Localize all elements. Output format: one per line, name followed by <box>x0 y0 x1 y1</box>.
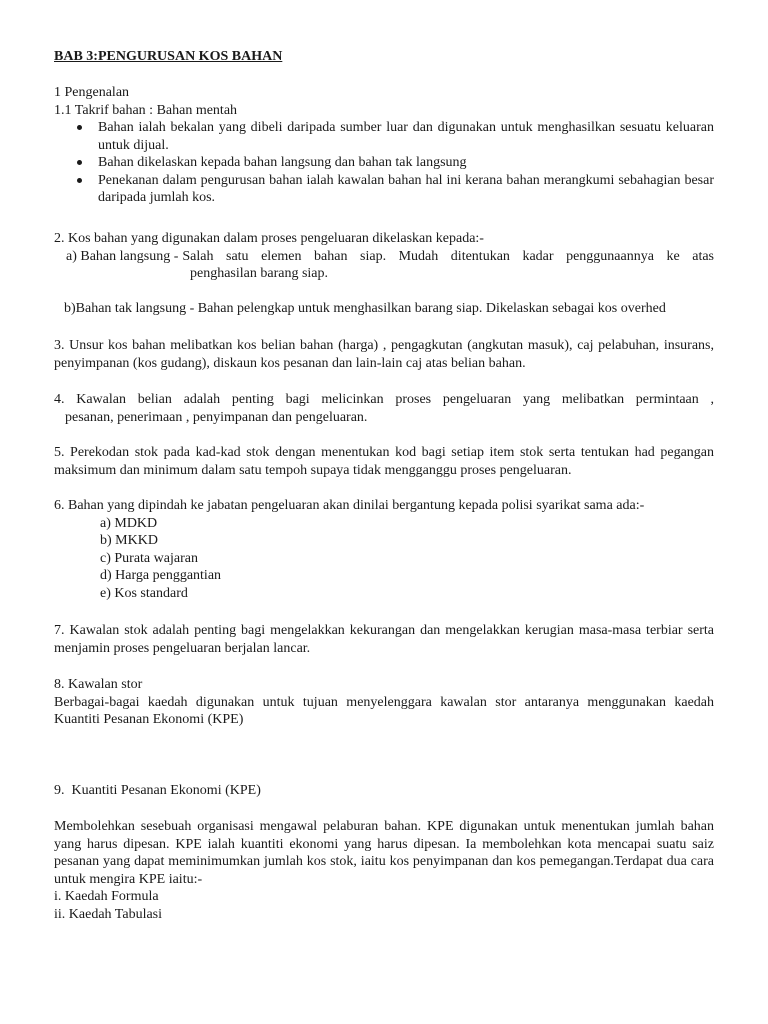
bullet-icon <box>77 125 82 130</box>
bullet-icon <box>77 160 82 165</box>
section-4-line1: 4. Kawalan belian adalah penting bagi melicinkan proses pengeluaran yang melibatkan permintaan , <box>54 392 714 407</box>
section-6 <box>54 497 714 602</box>
section-7: 7. Kawalan stok adalah penting bagi mengelakkan kekurangan dan mengelakkan kerugian masa-masa terbiar serta menjamin proses pengeluaran berjalan lancar. <box>54 623 714 656</box>
section-1-heading: 1 Pengenalan <box>54 85 130 100</box>
item-a-line2: penghasilan barang siap. <box>190 266 329 281</box>
item-bahan-langsung <box>54 248 714 266</box>
item-a-line1: Salah satu elemen bahan siap. Mudah ditentukan kadar penggunaannya ke atas <box>182 248 714 264</box>
item-bahan-tak-langsung: b)Bahan tak langsung - Bahan pelengkap untuk menghasilkan barang siap. Dikelaskan sebagai kos overhed <box>64 301 666 316</box>
section-2-intro: 2. Kos bahan yang digunakan dalam proses pengeluaran dikelaskan kepada:- <box>54 231 484 246</box>
section-8-body: Berbagai-bagai kaedah digunakan untuk tujuan menyelenggara kawalan stor antaranya menggunakan kaedah Kuantiti Pesanan Ekonomi (KPE) <box>54 694 714 727</box>
bullet-item: Bahan ialah bekalan yang dibeli daripada sumber luar dan digunakan untuk menghasilkan sesuatu keluaran untuk dijual. <box>54 119 714 154</box>
section-6-list <box>54 515 714 603</box>
bullet-item: Bahan dikelaskan kepada bahan langsung dan bahan tak langsung <box>54 154 714 172</box>
section-9 <box>54 782 714 800</box>
list-item: e) Kos standard <box>100 585 188 601</box>
section-1 <box>54 84 714 207</box>
section-8-heading: 8. Kawalan stor <box>54 677 143 692</box>
list-item: c) Purata wajaran <box>100 550 198 566</box>
bullet-item: Penekanan dalam pengurusan bahan ialah kawalan bahan hal ini kerana bahan merangkumi sebahagian besar daripada jumlah kos. <box>54 172 714 207</box>
section-4-line2: pesanan, penerimaan , penyimpanan dan pengeluaran. <box>65 409 368 425</box>
list-item: b) MKKD <box>100 533 158 548</box>
list-item: i. Kaedah Formula <box>54 889 159 904</box>
list-item: ii. Kaedah Tabulasi <box>54 906 163 922</box>
section-8 <box>54 676 714 729</box>
chapter-title: BAB 3:PENGURUSAN KOS BAHAN <box>54 49 283 64</box>
section-2 <box>54 230 714 283</box>
item-a-label: a) Bahan langsung - <box>66 248 179 264</box>
section-5: 5. Perekodan stok pada kad-kad stok dengan menentukan kod bagi setiap item stok serta tentukan had pegangan maksimum dan minimum dalam satu tempoh supaya tidak mengganggu proses pengeluaran. <box>54 445 714 478</box>
list-item: a) MDKD <box>100 515 158 531</box>
section-4 <box>54 391 714 426</box>
bullet-icon <box>77 178 82 183</box>
section-3: 3. Unsur kos bahan melibatkan kos belian bahan (harga) , pengagkutan (angkutan masuk), caj pelabuhan, insurans, penyimpanan (kos gudang), diskaun kos pesanan dan lain-lain caj atas belian bahan. <box>54 338 714 371</box>
section-6-intro: 6. Bahan yang dipindah ke jabatan pengeluaran akan dinilai bergantung kepada polisi syarikat sama ada:- <box>54 498 645 513</box>
section-9-heading: 9. Kuantiti Pesanan Ekonomi (KPE) <box>54 783 261 798</box>
section-1-subheading: 1.1 Takrif bahan : Bahan mentah <box>54 102 238 118</box>
section-9-body: Membolehkan sesebuah organisasi mengawal pelaburan bahan. KPE digunakan untuk menentukan jumlah bahan yang harus dipesan. KPE ialah kuantiti ekonomi yang harus dipesan. Ia membolehkan kota mencapai suatu saiz pesanan yang dapat meminimumkan jumlah kos stok, iaitu kos penyimpanan dan kos pemegangan.Terdapat dua cara untuk mengira KPE iaitu:- <box>54 819 714 887</box>
section-9-content <box>54 818 714 923</box>
section-1-bullet-list <box>54 119 714 207</box>
list-item: d) Harga penggantian <box>100 568 222 583</box>
